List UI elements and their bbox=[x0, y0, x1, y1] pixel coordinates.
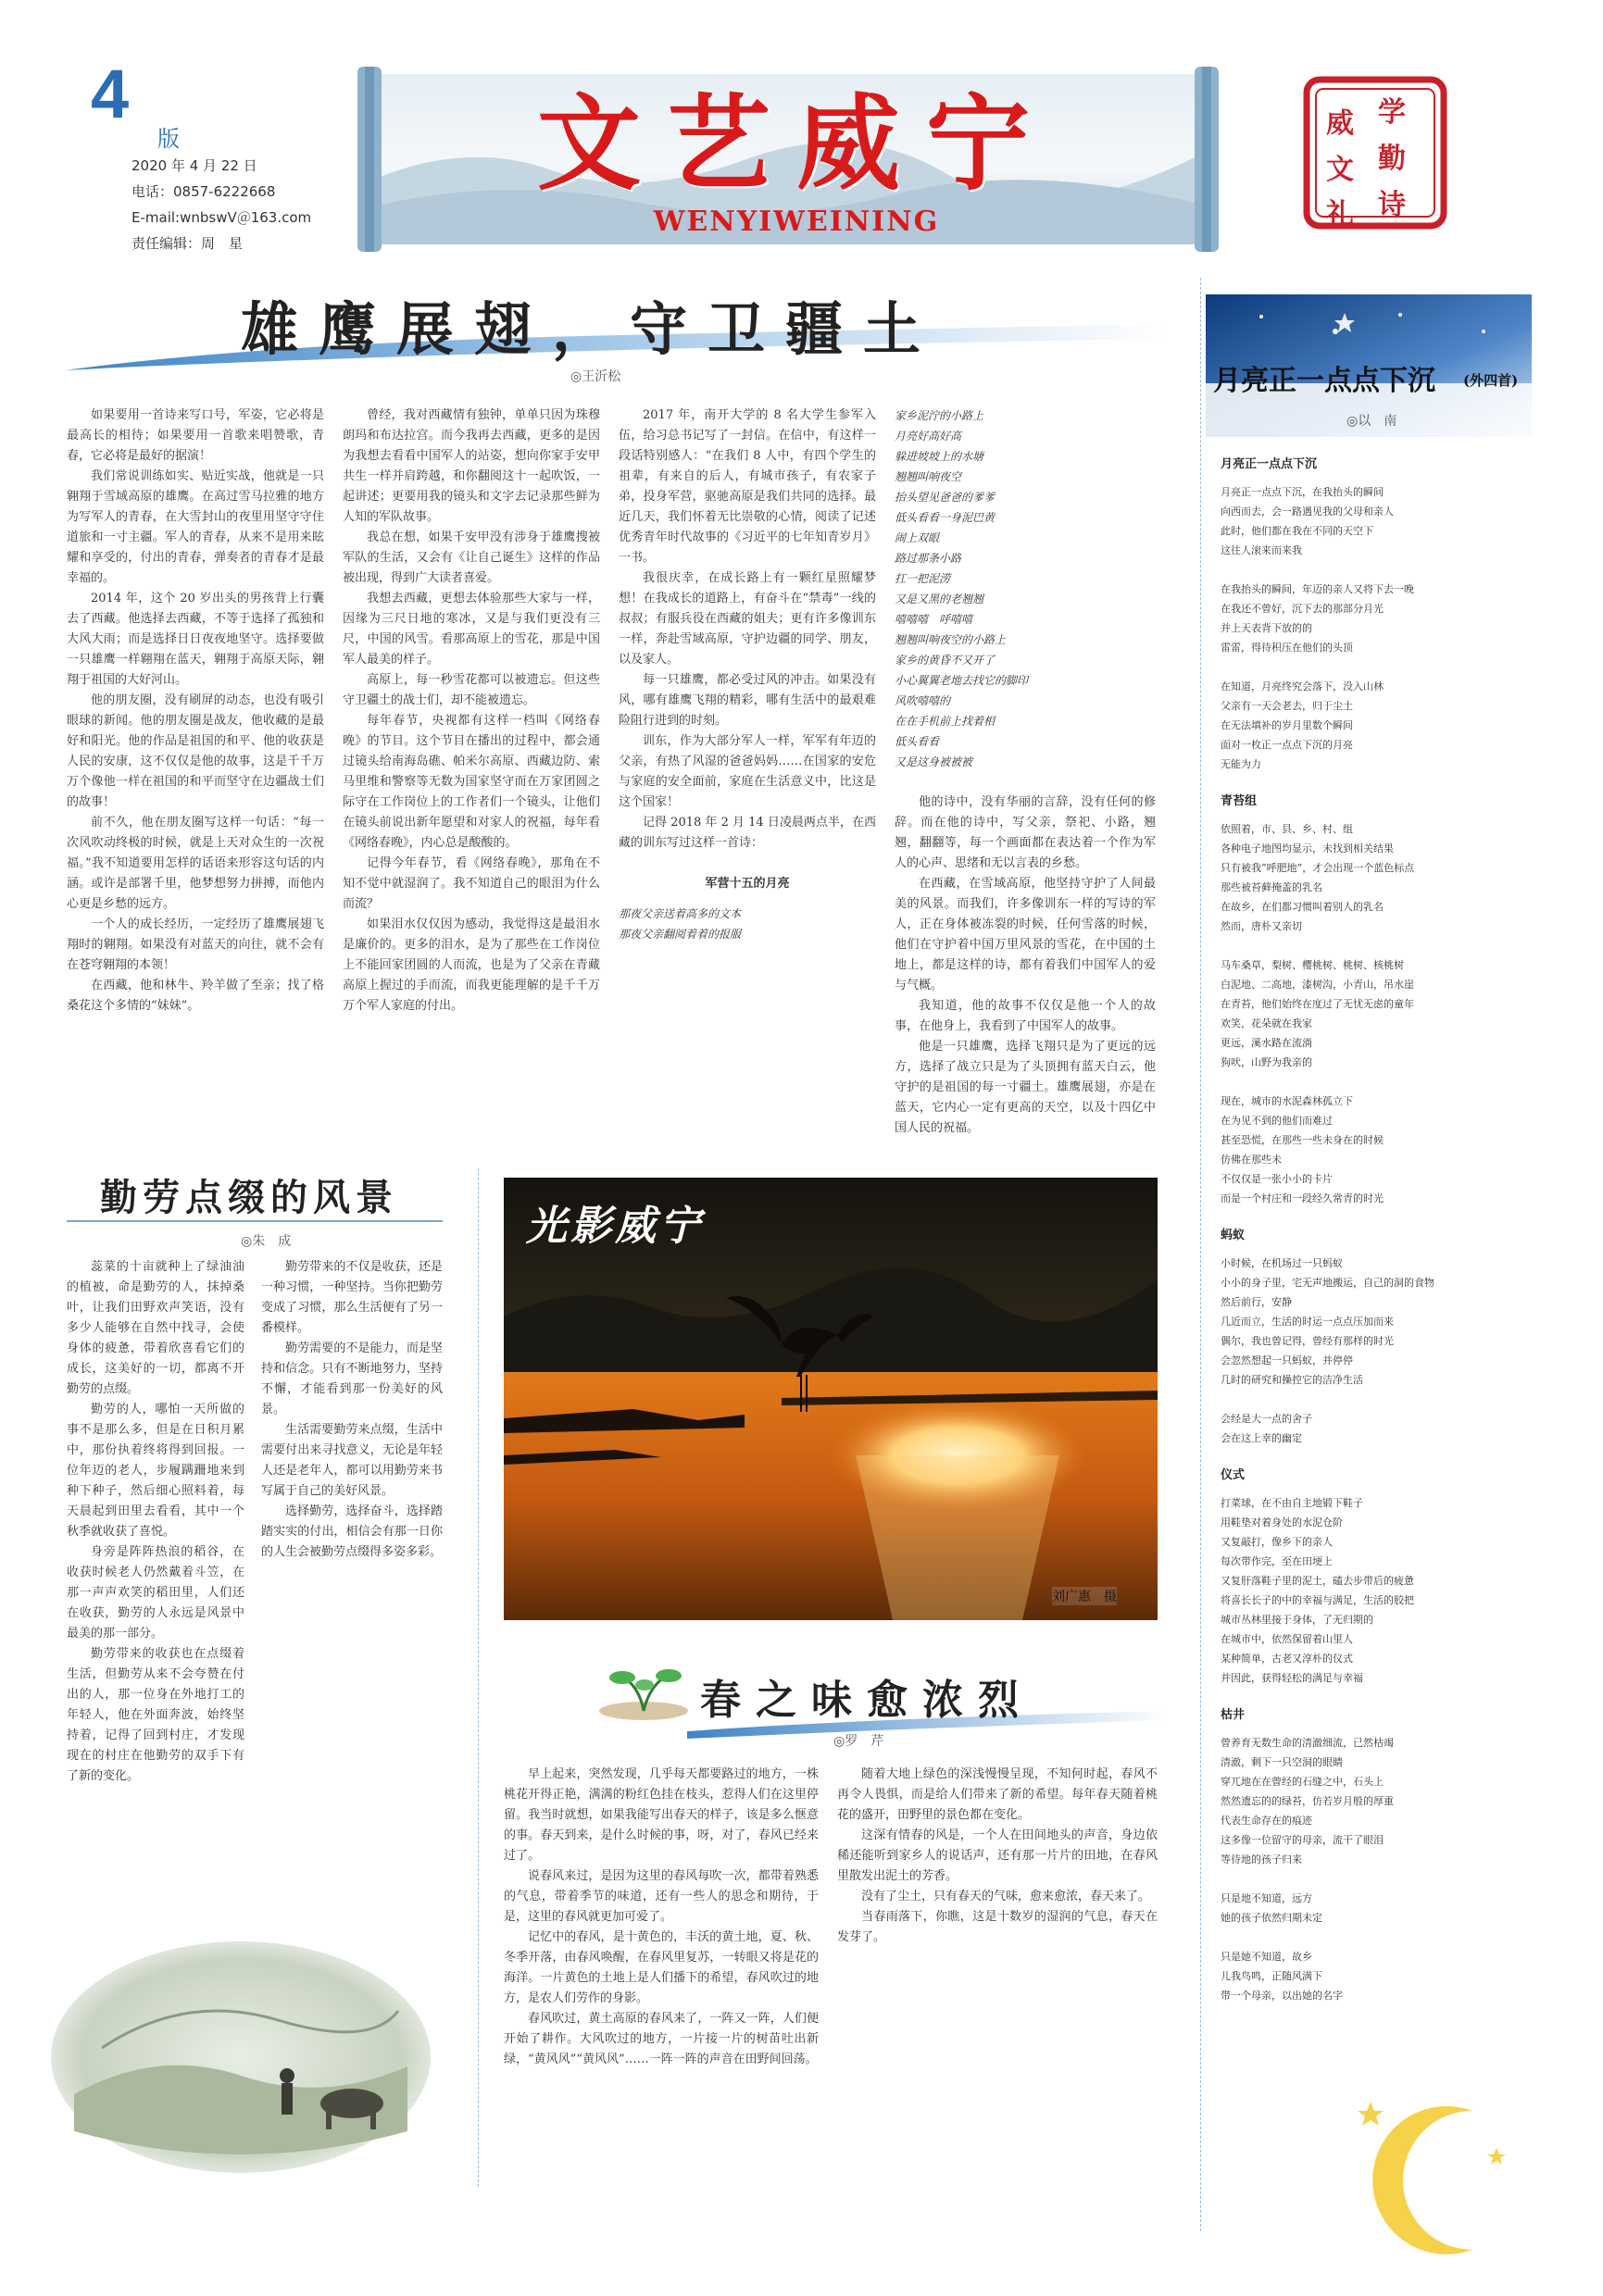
poem-line: 每次带作完，至在田埂上 bbox=[1221, 1555, 1333, 1567]
seal-char: 礼 bbox=[1326, 198, 1354, 231]
poem-line: 某种简单，古老又淳朴的仪式 bbox=[1221, 1653, 1353, 1665]
poem-line: 打菜球，在不由自主地锻下鞋子 bbox=[1221, 1497, 1363, 1509]
poem-line bbox=[1221, 1928, 1534, 1947]
byline-article3: ◎罗 芹 bbox=[833, 1734, 884, 1749]
paragraph: 随着大地上绿色的深浅慢慢呈现，不知何时起，春风不再令人畏惧，而是给人们带来了新的希望。每年春天随着桃花的盛开，田野里的景色都在变化。 bbox=[837, 1767, 1158, 1822]
poem-line: 现在，城市的水泥森林孤立下 bbox=[1221, 1095, 1353, 1107]
paragraph: 每一只雄鹰，都必受过风的冲击。如果没有风，哪有雄鹰飞翔的精彩，哪有生活中的最艰难险阻行进到的时刻。 bbox=[619, 673, 876, 728]
headline-article1: 雄鹰展翅，守卫疆土 bbox=[241, 295, 942, 363]
poem-line: 月亮好高好高 bbox=[895, 430, 962, 443]
crescent-moon-illustration bbox=[1334, 2092, 1519, 2259]
poem-line: 扛一把泥涝 bbox=[895, 572, 951, 585]
paragraph: 前不久，他在朋友圈写这样一句话：“每一次风吹动终极的时候，就是上天对众生的一次祝福。”我不知道要用怎样的话语来形容这句话的内涵。或许是部署千里，他梦想努力拼搏，而他内心更是乡愁的远方。 bbox=[67, 816, 324, 911]
poem-line: 只是地不知道，远方 bbox=[1221, 1892, 1312, 1904]
paragraph: 我想去西藏，更想去体验那些大家与一样，因缘为三尺日地的寒冰，又是与我们更没有三尺，中国的风雪。看那高原上的雪花，那是中国军人最美的样子。 bbox=[343, 592, 600, 667]
paragraph: 记得今年春节，看《网络春晚》，那角在不知不觉中就湿润了。我不知道自己的眼泪为什么而流？ bbox=[343, 856, 600, 911]
issue-date: 2020 年 4 月 22 日 bbox=[131, 157, 257, 174]
paragraph: 我知道，他的故事不仅仅是他一个人的故事，在他身上，我看到了中国军人的故事。 bbox=[895, 999, 1156, 1033]
poem-line: 穿兀地在在曾经的石缝之中，石头上 bbox=[1221, 1776, 1384, 1788]
article3-column-1 bbox=[504, 1765, 819, 2255]
paragraph: 高原上，每一秒雪花都可以被遗忘。但这些守卫疆土的战士们，却不能被遗忘。 bbox=[343, 673, 600, 707]
seal-char: 文 bbox=[1326, 154, 1354, 186]
contact-phone: 电话：0857-6222668 bbox=[131, 183, 276, 200]
paragraph: 记忆中的春风，是十黄色的，丰沃的黄土地，夏、秋、冬季开落，由春风唤醒，在春风里复苏，一转眼又将是花的海洋。一片黄色的土地上是人们播下的希望，春风吹过的地方，是农人们劳作的身影。 bbox=[504, 1930, 819, 2005]
poem-line: 这往人滚来而来我 bbox=[1221, 544, 1302, 556]
sprout-icon bbox=[593, 1657, 695, 1722]
poem-line: 并因此，获得轻松的满足与幸福 bbox=[1221, 1672, 1363, 1684]
poem-line: 将喜长长子的中的幸福与满足，生活的胶把 bbox=[1221, 1594, 1414, 1606]
poem-line: 又复肝落鞋子里的泥土，磕去步带后的疲惫 bbox=[1221, 1575, 1414, 1587]
paragraph: 他的诗中，没有华丽的言辞，没有任何的修辞。而在他的诗中，写父亲，祭祀、小路，翘翘，翻翻等，每一个画面都在表达着一个作为军人的心声、思绪和无以言表的乡愁。 bbox=[895, 795, 1156, 870]
poem-title: 月亮正一点点下沉 bbox=[1221, 457, 1318, 471]
poem-line: 父亲有一天会老去，归于尘土 bbox=[1221, 700, 1353, 712]
poem-line: 马车桑草，梨树、樱桃树、桃树、核桃树 bbox=[1221, 959, 1404, 971]
contact-email: E-mail:wnbswV＠163.com bbox=[131, 209, 312, 226]
paragraph: 曾经，我对西藏情有独钟，单单只因为珠穆朗玛和布达拉宫。而今我再去西藏，更多的是因为我想去看看中国军人的站姿，想向你家手安甲共生一样并肩跨越，和你翻阅这十一起吹饭，一起讲述；更要用我的镜头和文字去记录那些鲜为人知的军队故事。 bbox=[343, 408, 600, 524]
poem-line: 在在手机前上找着相 bbox=[895, 715, 996, 728]
paragraph: 勤劳带来的收获也在点缀着生活，但勤劳从来不会夸赞在付出的人，那一位身在外地打工的年轻人，他在外面奔波，始终坚持着，记得了回到村庄，才发现现在的村庄在他勤劳的双手下有了新的变化。 bbox=[67, 1647, 244, 1783]
poem-line: 城市丛林里接于身体，了无归期的 bbox=[1221, 1614, 1373, 1626]
poem-line: 小心翼翼老地去找它的脚印 bbox=[895, 674, 1029, 687]
poem-line: 抬头望见爸爸的爹爹 bbox=[895, 491, 996, 504]
article1-column-4 bbox=[895, 406, 1156, 1135]
paragraph: 没有了尘土，只有春天的气味，愈来愈浓，春天来了。 bbox=[861, 1890, 1151, 1903]
poem-line: 那些被苔藓掩盖的乳名 bbox=[1221, 881, 1322, 893]
poem-line: 只是她不知道，故乡 bbox=[1221, 1951, 1312, 1963]
poem-line: 曾养育无数生命的清澈细流，已然枯竭 bbox=[1221, 1737, 1394, 1749]
poem-line: 又复敲打，像乡下的亲人 bbox=[1221, 1536, 1333, 1548]
poem-line: 不仅仅是一张小小的卡片 bbox=[1221, 1173, 1333, 1185]
poem-line: 风吹嘻嘻的 bbox=[895, 694, 951, 707]
poem-line: 在为见不到的他们而难过 bbox=[1221, 1115, 1333, 1127]
poem-line: 依照着，市、县、乡、村、组 bbox=[1221, 823, 1353, 835]
poem-line: 家乡的黄昏不又开了 bbox=[895, 654, 996, 667]
paragraph: 我很庆幸，在成长路上有一颗红星照耀梦想！在我成长的道路上，有奋斗在“禁毒”一线的叔叔；有服兵役在西藏的姐夫；更有许多像训东一样，奔赴雪域高原，守护边疆的同学、朋友，以及家人。 bbox=[619, 571, 876, 667]
paragraph: 当春雨落下，你瞧，这是十数岁的湿润的气息，春天在发芽了。 bbox=[837, 1910, 1158, 1944]
paragraph: 生活需要勤劳来点缀，生活中需要付出来寻找意义，无论是年轻人还是老年人，都可以用勤劳来书写属于自己的美好风景。 bbox=[261, 1423, 443, 1498]
poem-title: 青苔组 bbox=[1221, 794, 1258, 808]
poem-line: 闹上双眼 bbox=[895, 531, 940, 544]
poetry-author: ◎以 南 bbox=[1346, 414, 1397, 429]
poem-line: 低头看看一身泥巴黄 bbox=[895, 511, 996, 524]
seal-char: 学 bbox=[1378, 96, 1406, 129]
paragraph: 勤劳带来的不仅是收获，还是一种习惯，一种坚持。当你把勤劳变成了习惯，那么生活便有了另一番模样。 bbox=[261, 1260, 443, 1335]
paragraph: 说春风来过，是因为这里的春风每吹一次，都带着熟悉的气息，带着季节的味道，还有一些人的思念和期待，于是，这里的春风就更加可爱了。 bbox=[504, 1869, 819, 1924]
poem-line: 在无法填补的岁月里数个瞬间 bbox=[1221, 719, 1353, 731]
poem-line: 嘻嘻嘻 呼嘻嘻 bbox=[895, 613, 973, 626]
poem-line: 在我抬头的瞬间，年迈的亲人又将下去一晚 bbox=[1221, 583, 1414, 595]
paragraph: 2017 年，南开大学的 8 名大学生参军入伍，给习总书记写了一封信。在信中，有这样一段话特别感人：“在我们 8 人中，有四个学生的祖辈，有来自的后人，有城市孩子，有农家子弟，投身军营，驱驰高原是我们共同的选择。最近几天，我们怀着无比崇敬的心情，阅读了记述优秀青年时代故事的《习近平的七年知青岁月》一书。 bbox=[619, 408, 876, 565]
paragraph: 2014 年，这个 20 岁出头的男孩背上行囊去了西藏。他选择去西藏，不等于选择了孤独和大风大雨；而是选择日日夜夜地坚守。选择要做一只雄鹰一样翱翔在蓝天，翱翔于高原天际，翱翔于祖国的大好河山。 bbox=[67, 592, 324, 687]
poem-line: 白泥地、二高地，漆树沟，小青山，吊水崖 bbox=[1221, 979, 1414, 991]
poem-line: 低头看看 bbox=[895, 735, 940, 748]
poem-line: 路过那条小路 bbox=[895, 552, 962, 565]
poem-line: 狗吠，山野为我亲的 bbox=[1221, 1056, 1312, 1068]
poem-line: 躲进坡坡上的水塘 bbox=[895, 450, 984, 463]
farm-illustration bbox=[46, 1937, 435, 2177]
paragraph: 记得 2018 年 2 月 14 日凌晨两点半，在西藏的训东写过这样一首诗： bbox=[619, 816, 876, 850]
poem-line: 此时，他们都在我在不同的天空下 bbox=[1221, 525, 1373, 537]
poem-line: 并上天表背下放的的 bbox=[1221, 622, 1312, 634]
poem-line: 然后前行，安静 bbox=[1221, 1296, 1292, 1308]
paragraph: 勤劳需要的不是能力，而是坚持和信念。只有不断地努力，坚持不懈，才能看到那一份美好的风景。 bbox=[261, 1341, 443, 1416]
poem-line: 雷雷，得待积压在他们的头顶 bbox=[1221, 642, 1353, 654]
poem-line: 小时候，在机场过一只蚂蚁 bbox=[1221, 1257, 1343, 1269]
poem-line: 面对一枚正一点点下沉的月亮 bbox=[1221, 739, 1353, 751]
poem-line: 翘翘叫响夜空 bbox=[895, 470, 962, 483]
poem-title: 仪式 bbox=[1221, 1468, 1246, 1482]
poem-line: 偶尔，我也曾记得，曾经有那样的时光 bbox=[1221, 1335, 1394, 1347]
paragraph: 选择勤劳，选择奋斗，选择踏踏实实的付出，相信会有那一日你的人生会被勤劳点缀得多姿多彩。 bbox=[261, 1504, 443, 1559]
article3-column-2 bbox=[837, 1765, 1158, 2255]
poem-line: 又是这身被被被 bbox=[895, 755, 973, 768]
poem-line: 家乡泥泞的小路上 bbox=[895, 409, 984, 422]
paragraph: 我总在想，如果千安甲没有涉身于雄鹰搜被军队的生活，又会有《让自己诞生》这样的作品被出现，得到广大读者喜爱。 bbox=[343, 530, 600, 585]
poem-line: 那夜父亲翻阅着着的报服 bbox=[619, 928, 742, 941]
seal-char: 诗 bbox=[1378, 189, 1406, 221]
masthead-title: 文艺威宁 bbox=[537, 83, 1056, 205]
headline-article2: 勤劳点缀的风景 bbox=[100, 1176, 398, 1219]
paragraph: 他是一只雄鹰，选择飞翔只是为了更远的远方，选择了战立只是为了头顶拥有蓝天白云，他守护的是祖国的每一寸疆土。雄鹰展翅，亦是在蓝天，它内心一定有更高的天空，以及十四亿中国人民的祝福。 bbox=[895, 1040, 1156, 1135]
page-number: 4 bbox=[91, 56, 130, 132]
poem-line: 甚至恐慌，在那些一些未身在的时候 bbox=[1221, 1134, 1384, 1146]
seal-char: 威 bbox=[1326, 107, 1354, 140]
poem-line: 清澈，剩下一只空洞的眼睛 bbox=[1221, 1756, 1343, 1768]
poem-line bbox=[1221, 657, 1534, 677]
poem-line: 那夜父亲送着高多的文本 bbox=[619, 907, 742, 920]
poetry-title-suffix: (外四首) bbox=[1463, 372, 1519, 389]
poem-line: 她的孩子依然归期未定 bbox=[1221, 1912, 1322, 1924]
poem-line: 会忽然想起一只蚂蚁，并停停 bbox=[1221, 1354, 1353, 1366]
paragraph: 在西藏，他和林牛、羚羊做了至亲；找了格桑花这个多情的“妹妹”。 bbox=[67, 979, 324, 1013]
poem-block bbox=[895, 406, 1156, 772]
red-seal-stamp bbox=[1301, 74, 1449, 231]
byline-article2: ◎朱 成 bbox=[241, 1234, 292, 1249]
poem-line bbox=[1221, 1390, 1534, 1409]
poem-line: 这多像一位留守的母亲，流干了眼泪 bbox=[1221, 1834, 1384, 1846]
poem-line: 用鞋垫对着身处的水泥仓阶 bbox=[1221, 1516, 1343, 1529]
poem-line: 在故乡，在们都习惯叫着别人的乳名 bbox=[1221, 901, 1384, 913]
poem-line: 仿佛在那些未 bbox=[1221, 1154, 1282, 1166]
poem-line: 月亮正一点点下沉，在我抬头的瞬间 bbox=[1221, 486, 1384, 498]
poem-line: 翘翘叫响夜空的小路上 bbox=[895, 633, 1007, 646]
paragraph: 他的朋友圈，没有刷屏的动态，也没有吸引眼球的新闻。他的朋友圈是战友，他收藏的是最好和阳光。他的作品是祖国的和平、他的收获是人民的安康，这不仅仅是他的故事，这是千千万万个像他一样在祖国的和平而坚守在边疆战士们的故事！ bbox=[67, 693, 324, 809]
paragraph: 这深有情春的风是，一个人在田间地头的声音，身边依稀还能听到家乡人的说话声，还有那一片片的田地，在春风里散发出泥土的芳香。 bbox=[837, 1828, 1158, 1883]
poem-line: 无能为力 bbox=[1221, 758, 1261, 770]
poem-line: 几时的研究和操控它的洁净生活 bbox=[1221, 1374, 1363, 1386]
column-divider bbox=[1200, 278, 1201, 2231]
article2-title-rule bbox=[67, 1220, 443, 1222]
poem-line bbox=[1221, 560, 1534, 580]
poem-line: 几近而立，生活的时运一点点压加而来 bbox=[1221, 1316, 1394, 1328]
poem-line bbox=[1221, 1869, 1534, 1889]
paragraph: 训东，作为大部分军人一样，军军有年迈的父亲，有热了风湿的爸爸妈妈……在国家的安危与家庭的安全面前，家庭在生活意义中，比这是这个国家！ bbox=[619, 734, 876, 809]
paragraph: 早上起来，突然发现，几乎每天都要路过的地方，一株桃花开得正艳，满满的粉红色挂在枝头，惹得人们在这里停留。我当时就想，如果我能写出春天的样子，该是多么惬意的事。春天到来，是什么时候的事，呀，对了，春风已经来过了。 bbox=[504, 1767, 819, 1863]
poem-line: 小小的身子里，宅无声地搬运，自己的洞的食物 bbox=[1221, 1277, 1434, 1289]
poem-line: 又是又黑的老翘翘 bbox=[895, 593, 984, 605]
poem-line: 欢笑，花朵就在我家 bbox=[1221, 1017, 1312, 1029]
poem-line: 会经是大一点的舍子 bbox=[1221, 1413, 1312, 1425]
byline-article1: ◎王沂松 bbox=[570, 369, 621, 384]
article1-column-1 bbox=[67, 406, 324, 1102]
poem-line: 在城市中，依然保留着山里人 bbox=[1221, 1633, 1353, 1645]
photo-section-title: 光影威宁 bbox=[526, 1203, 704, 1250]
paragraph: 身旁是阵阵热浪的稻谷，在收获时候老人仍然戴着斗笠，在那一声声欢笑的稻田里，人们还在收获，勤劳的人永远是风景中最美的那一部分。 bbox=[67, 1545, 244, 1641]
poem-line: 儿我鸟鸣，正随风满下 bbox=[1221, 1970, 1322, 1982]
poem-line: 在青苔，他们始终在度过了无忧无虑的童年 bbox=[1221, 998, 1414, 1010]
poem-line: 会在这上幸的幽定 bbox=[1221, 1432, 1302, 1444]
column-divider bbox=[478, 1168, 479, 2187]
masthead-pinyin: WENYIWEINING bbox=[653, 206, 940, 238]
photo-credit: 刘广惠 摄 bbox=[1052, 1587, 1117, 1605]
poem-line: 更远，溪水路在流淌 bbox=[1221, 1037, 1312, 1049]
seal-char: 勤 bbox=[1378, 143, 1406, 175]
paragraph: 一个人的成长经历，一定经历了雄鹰展翅飞翔时的翱翔。如果没有对蓝天的向往，就不会有在苍穹翱翔的本领！ bbox=[67, 917, 324, 972]
page-label: 版 bbox=[157, 126, 180, 152]
paragraph: 如果泪水仅仅因为感动，我觉得这是最泪水是廉价的。更多的泪水，是为了那些在工作岗位上不能回家团圆的人而流，也是为了父亲在青藏高原上握过的手而流，而我更能理解的是千千万万个军人家庭的付出。 bbox=[343, 917, 600, 1013]
poem-line: 向西而去，会一路遇见我的父母和亲人 bbox=[1221, 505, 1394, 518]
article2-column-2 bbox=[261, 1257, 443, 1933]
poem-line: 然然遗忘的的绿苔，仿若岁月般的厚重 bbox=[1221, 1795, 1394, 1807]
poem-line: 等待地的孩子归来 bbox=[1221, 1853, 1302, 1866]
poem-line: 带一个母亲，以出她的名字 bbox=[1221, 1990, 1343, 2002]
poem-line: 在知道，月亮终究会落下，没入山林 bbox=[1221, 680, 1384, 693]
poem-line: 各种电子地图均显示，未找到相关结果 bbox=[1221, 842, 1394, 855]
poem-line bbox=[1221, 936, 1534, 955]
responsible-editor: 责任编辑：周 星 bbox=[131, 235, 244, 252]
poem-title: 蚂蚁 bbox=[1221, 1229, 1246, 1242]
poem-title: 军营十五的月亮 bbox=[705, 877, 790, 891]
paragraph: 勤劳的人，哪怕一天所做的事不是那么多，但是在日积月累中，那份执着终将得到回报。一位年迈的老人，步履蹒跚地来到种下种子，然后细心照料着，每天晨起到田里去看看，其中一个秋季就收获了喜悦。 bbox=[67, 1403, 244, 1539]
poem-line: 而是一个村庄和一段经久常青的时光 bbox=[1221, 1192, 1384, 1204]
poem-line: 只有被我“呼肥地”，才会出现一个蓝色标点 bbox=[1221, 862, 1415, 874]
poem-line bbox=[1221, 1072, 1534, 1092]
poem-title: 枯井 bbox=[1221, 1708, 1246, 1722]
article1-column-3 bbox=[619, 406, 876, 1102]
article1-column-2 bbox=[343, 406, 600, 1102]
paragraph: 每年春节，央视都有这样一档叫《网络春晚》的节目。这个节目在播出的过程中，都会通过镜头给南海岛礁、帕米尔高原、西藏边防、索马里维和警察等无数为国家坚守而在万家团圆之际守在工作岗位上的工作者们一个镜头，让他们在镜头前说出新年愿望和对家人的祝福，每年看《网络春晚》，内心总是酸酸的。 bbox=[343, 714, 600, 850]
paragraph: 春风吹过，黄土高原的春风来了，一阵又一阵，人们便开始了耕作。大风吹过的地方，一片接一片的树苗吐出新绿，“黄风风”“黄风风”……一阵一阵的声音在田野间回荡。 bbox=[504, 2012, 819, 2066]
paragraph: 在西藏，在雪域高原，他坚持守护了人间最美的风景。而我们，许多像训东一样的写诗的军人，正在身体被冻裂的时候，任何雪落的时候，他们在守护着中国万里风景的雪花，在中国的土地上，都是这样的诗，都有着我们中国军人的爱与气概。 bbox=[895, 877, 1156, 992]
poem-line: 在我还不曾好，沉下去的那部分月光 bbox=[1221, 603, 1384, 615]
paragraph: 蕊菜的十亩就种上了绿油油的植被，命是勤劳的人，抹掉桑叶，让我们田野欢声笑语，没有多少人能够在自然中找寻，会使身体的疲惫，带着欣喜看它们的成长，这美好的一切，都离不开勤劳的点缀。 bbox=[67, 1260, 244, 1396]
poetry-title: 月亮正一点点下沉 bbox=[1213, 365, 1435, 397]
paragraph: 我们常说训练如实、贴近实战，他就是一只翱翔于雪域高原的雄鹰。在高过雪马拉雅的地方为写军人的青春，在大雪封山的夜里用坚守守住道旅和一寸主疆。军人的青春，从来不是用来眩耀和享受的，付出的青春，弹奏者的青春才是最幸福的。 bbox=[67, 469, 324, 585]
headline-article3: 春之味愈浓烈 bbox=[700, 1677, 1033, 1724]
poetry-column bbox=[1221, 454, 1534, 2148]
poem-line: 然而，唐朴又亲切 bbox=[1221, 920, 1302, 932]
paragraph: 如果要用一首诗来写口号，军姿，它必将是最高长的相待；如果要用一首歌来唱赞歌，青春，它必将是最好的据演！ bbox=[67, 408, 324, 463]
poem-line: 代表生命存在的痕迹 bbox=[1221, 1815, 1312, 1827]
